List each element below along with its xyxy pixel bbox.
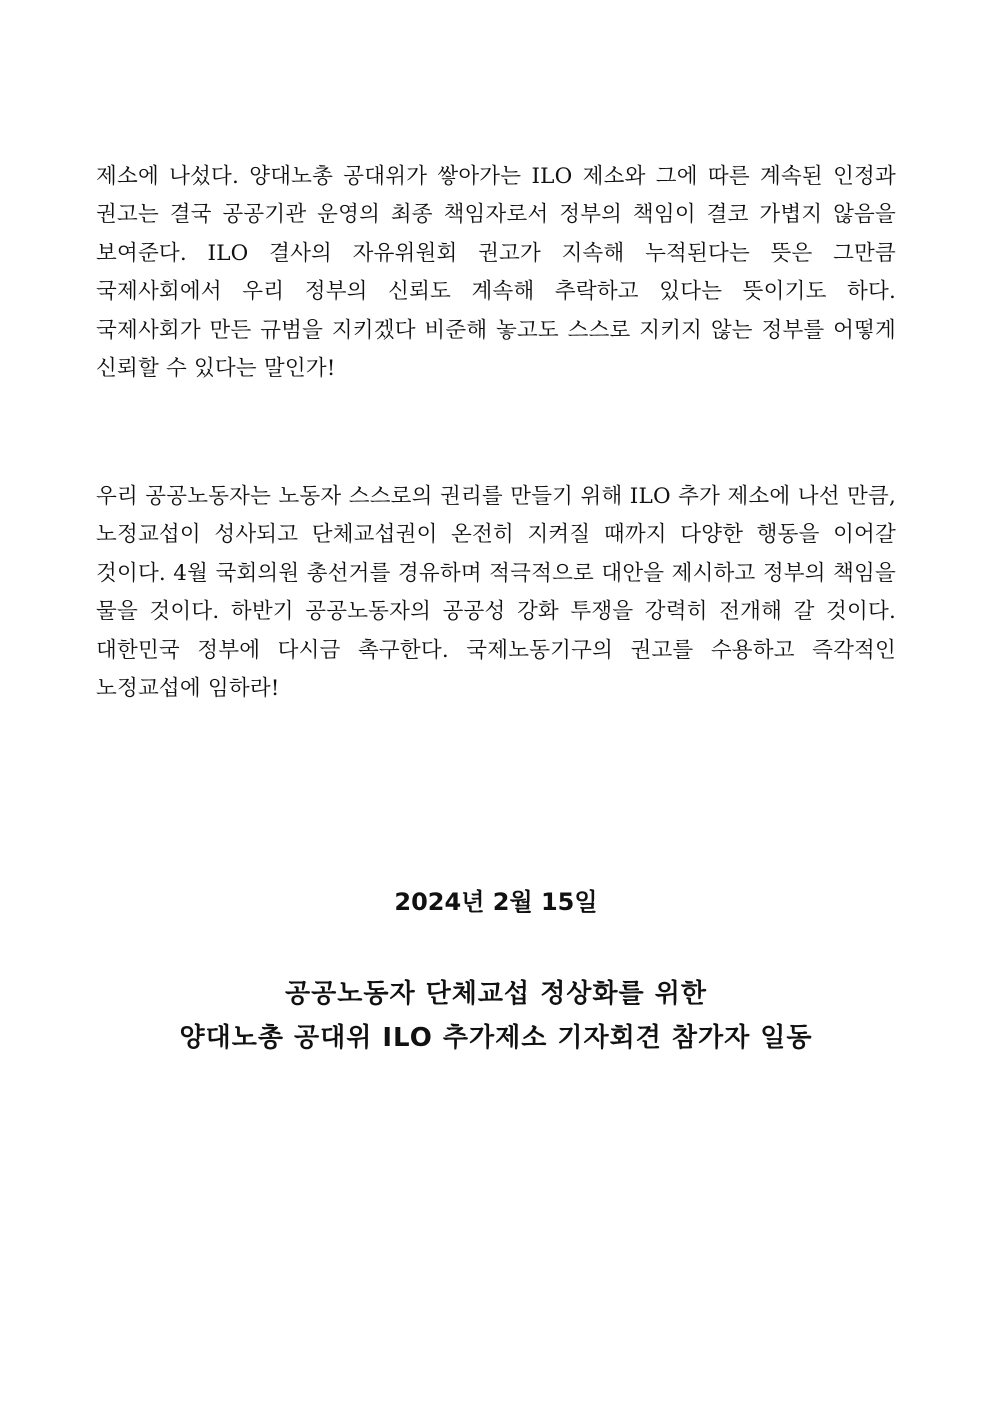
body-paragraph-1: 제소에 나섰다. 양대노총 공대위가 쌓아가는 ILO 제소와 그에 따른 계속된 인정과 권고는 결국 공공기관 운영의 최종 책임자로서 정부의 책임이 결코 가볍지 않음을 보여준다. ILO 결사의 자유위원회 권고가 지속해 누적된다는 뜻은 그만큼 국제사회에서 우리 정부의 신뢰도 계속해 추락하고 있다는 뜻이기도 하다. 국제사회가 만든 규범을 지키겠다 비준해 놓고도 스스로 지키지 않는 정부를 어떻게 신뢰할 수 있다는 말인가! [96, 164, 896, 382]
body-paragraph-2: 우리 공공노동자는 노동자 스스로의 권리를 만들기 위해 ILO 추가 제소에 나선 만큼, 노정교섭이 성사되고 단체교섭권이 온전히 지켜질 때까지 다양한 행동을 이어갈 것이다. 4월 국회의원 총선거를 경유하며 적극적으로 대안을 제시하고 정부의 책임을 물을 것이다. 하반기 공공노동자의 공공성 강화 투쟁을 강력히 전개해 갈 것이다. 대한민국 정부에 다시금 촉구한다. 국제노동기구의 권고를 수용하고 즉각적인 노정교섭에 임하라! [96, 484, 896, 702]
statement-date: 2024년 2월 15일 [394, 888, 598, 916]
signature-line-2: 양대노총 공대위 ILO 추가제소 기자회견 참가자 일동 [179, 1023, 813, 1053]
signature-line-1: 공공노동자 단체교섭 정상화를 위한 [285, 979, 707, 1009]
